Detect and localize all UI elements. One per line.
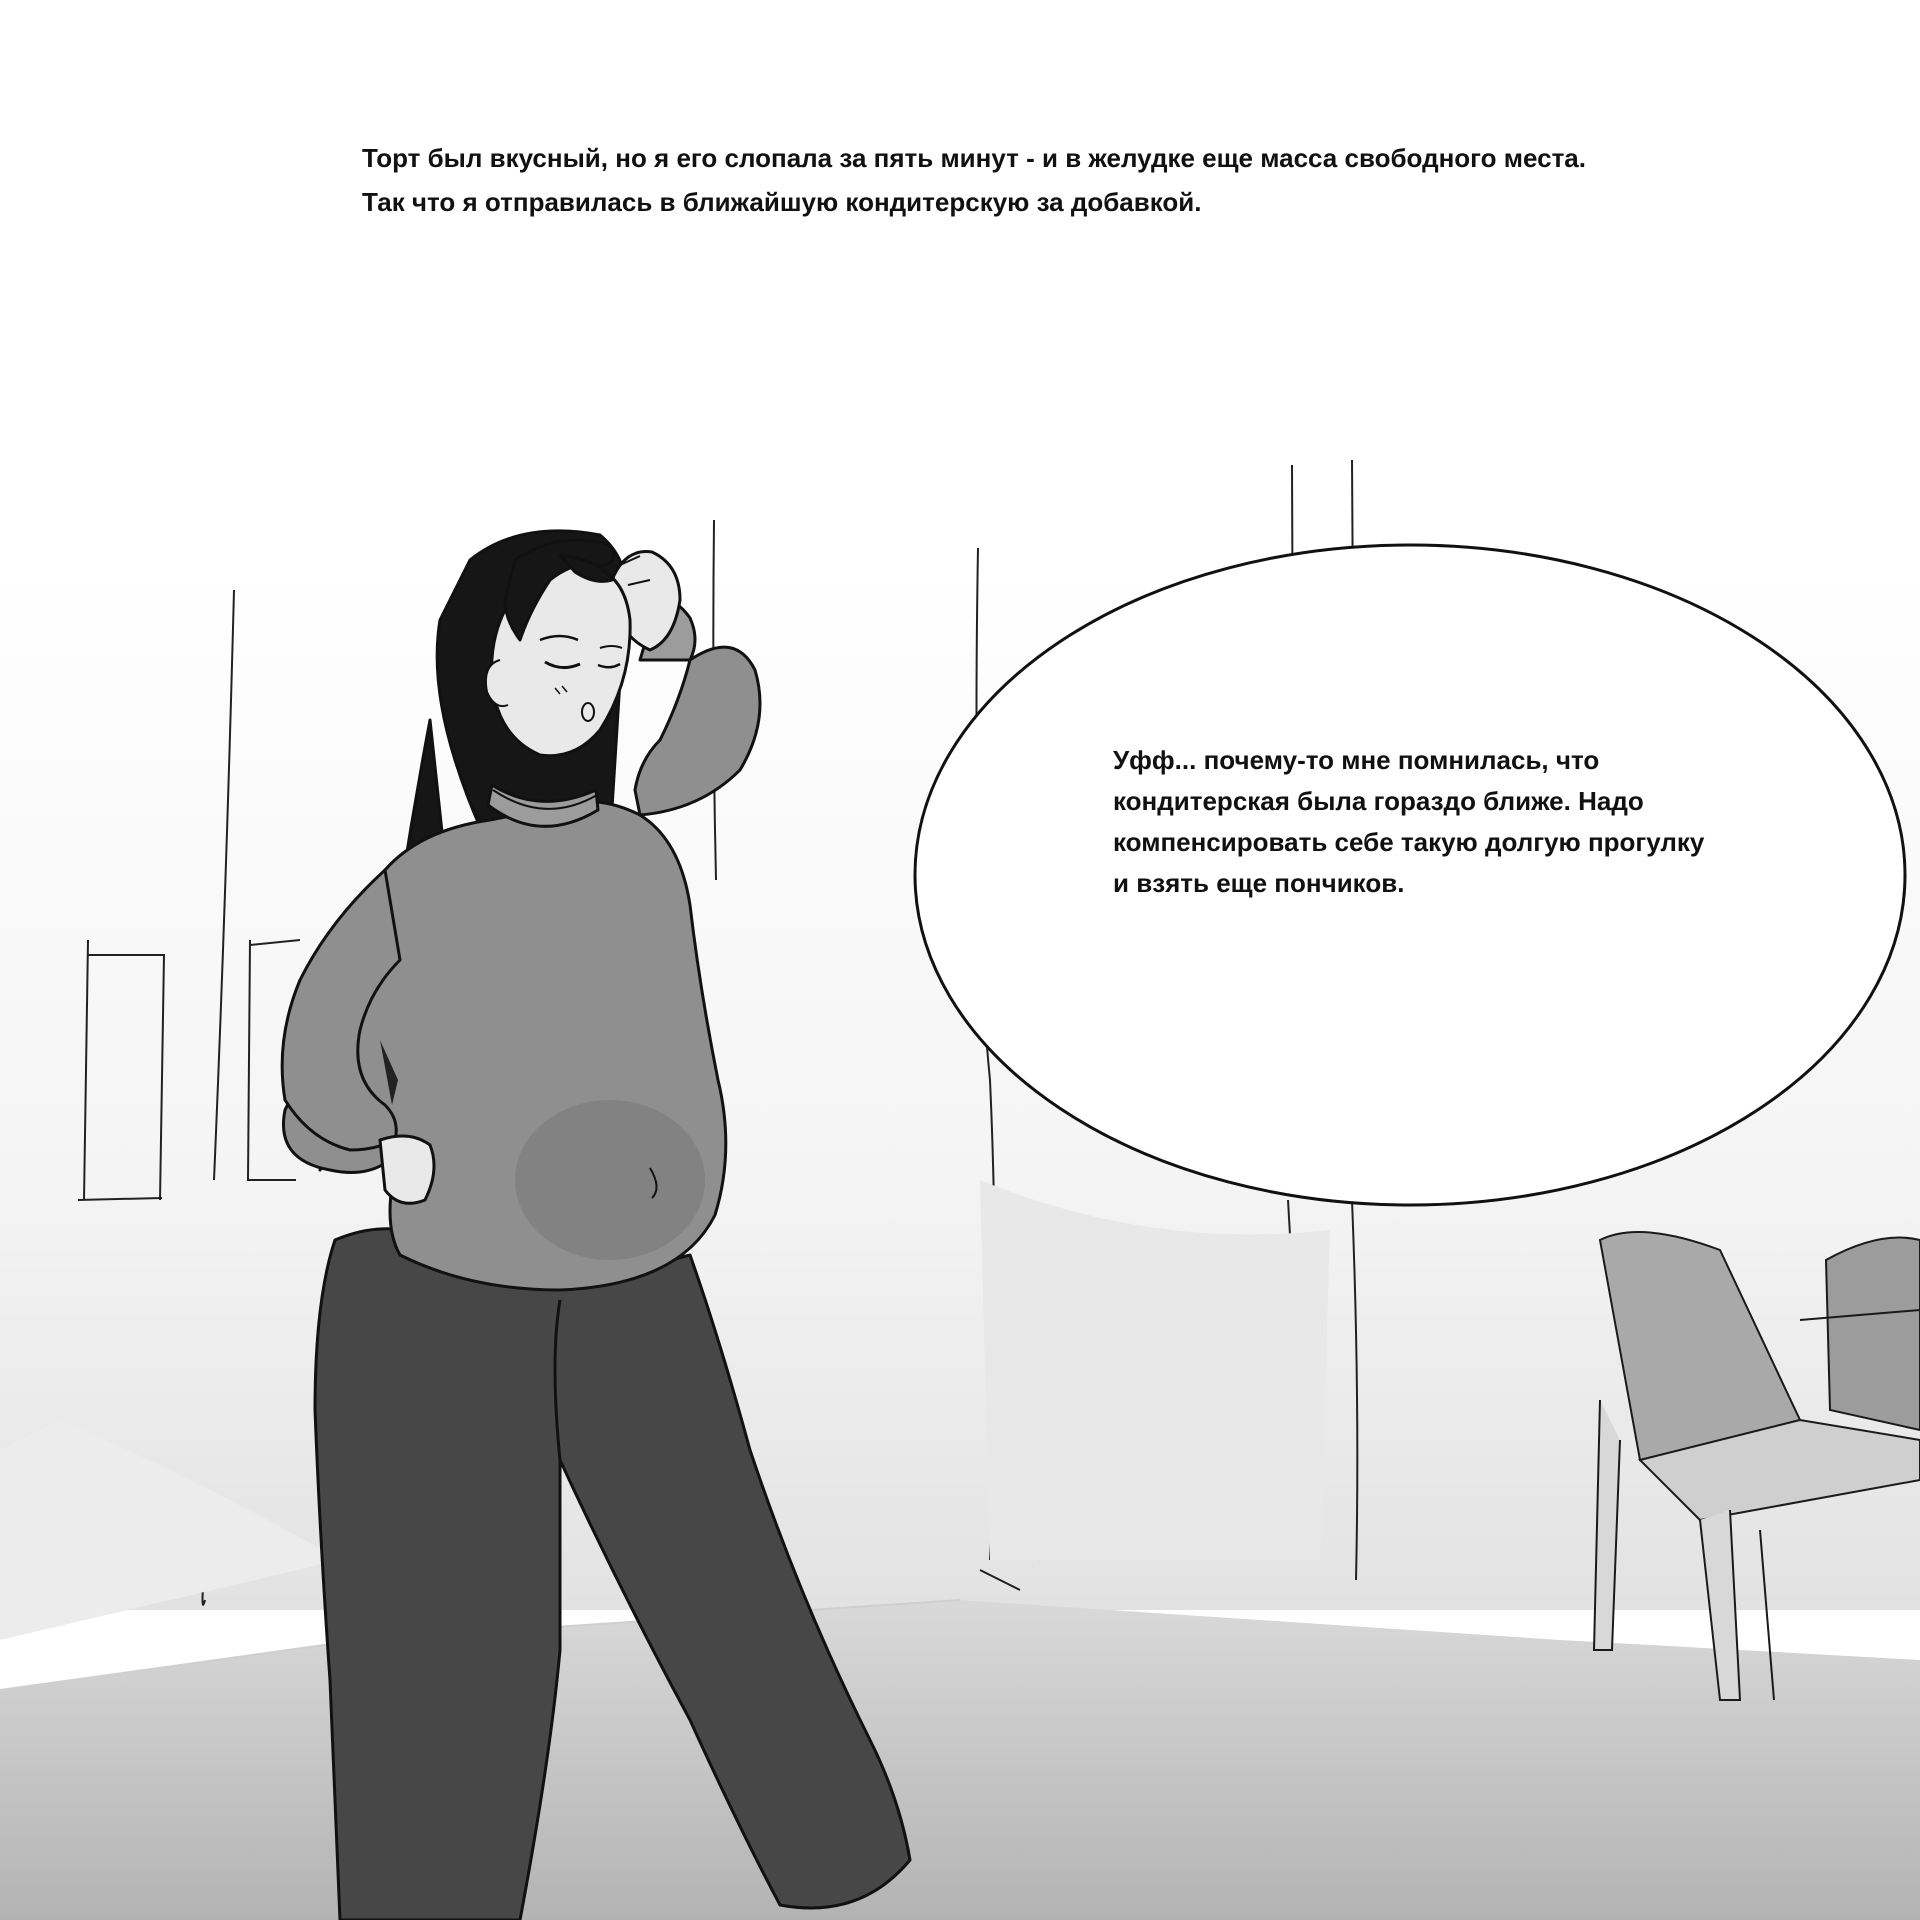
speech-line-3: компенсировать себе такую долгую прогулку: [1113, 827, 1705, 857]
speech-bubble-text: [1113, 740, 1833, 904]
speech-line-4: и взять еще пончиков.: [1113, 868, 1405, 898]
speech-line-2: кондитерская была гораздо ближе. Надо: [1113, 786, 1644, 816]
narration-line-2: Так что я отправилась в ближайшую кондитерскую за добавкой.: [362, 187, 1202, 217]
narration-line-1: Торт был вкусный, но я его слопала за пять минут - и в желудке еще масса свободного места.: [362, 143, 1586, 173]
speech-line-1: Уфф... почему-то мне помнилась, что: [1113, 745, 1600, 775]
narration-caption: [362, 136, 1762, 224]
